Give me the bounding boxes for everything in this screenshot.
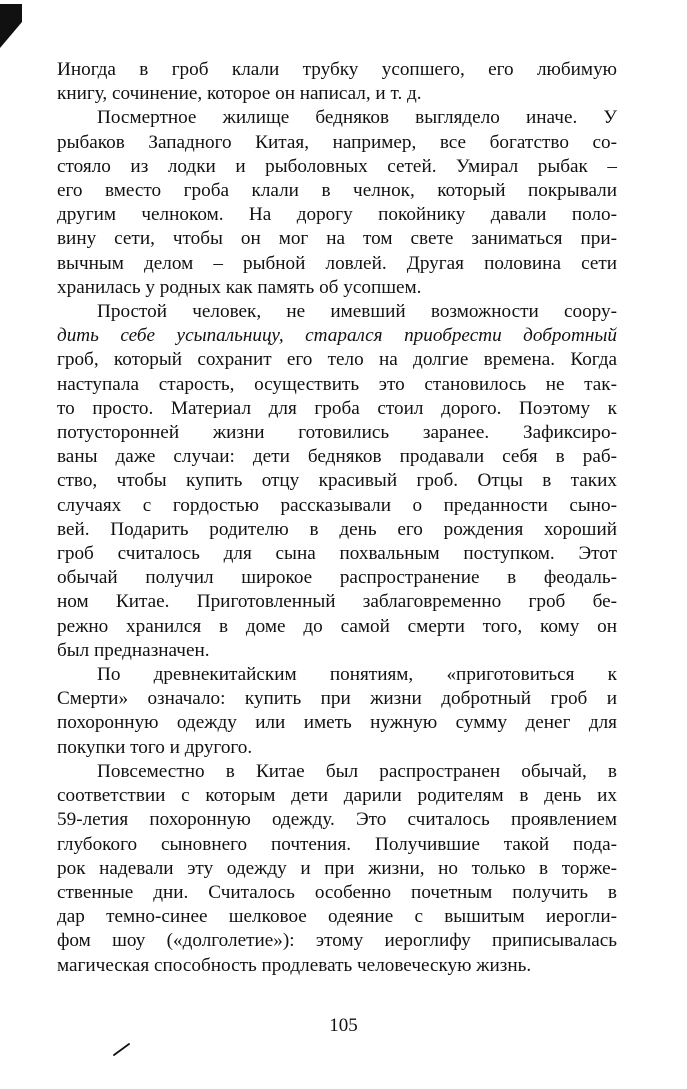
text-line: был предназначен. [57, 639, 210, 661]
text-line: ственные дни. Считалось особенно почетным получить в [57, 881, 617, 903]
text-line: обычай получил широкое распространение в феодаль- [57, 567, 617, 589]
text-line: случаях с гордостью рассказывали о преданности сыно- [57, 494, 617, 516]
pen-stroke-mark [113, 1042, 131, 1056]
text-line: другим челноком. На дорогу покойнику давали поло- [57, 204, 617, 226]
text-line: режно хранился в доме до самой смерти того, кому он [57, 615, 617, 637]
text-line: Смерти» означало: купить при жизни добротный гроб и [57, 688, 617, 710]
text-line: вей. Подарить родителю в день его рождения хороший [57, 518, 617, 540]
text-line: фом шоу («долголетие»): этому иероглифу приписывалась [57, 930, 617, 952]
text-line: книгу, сочинение, которое он написал, и т. д. [57, 83, 422, 105]
text-line: похоронную одежду или иметь нужную сумму денег для [57, 712, 617, 734]
text-line: покупки того и другого. [57, 736, 253, 758]
text-line: ном Китае. Приготовленный заблаговременно гроб бе- [57, 591, 617, 613]
text-line: его вместо гроба клали в челнок, который покрывали [57, 180, 617, 202]
paragraph-4 [57, 663, 617, 760]
text-line: вычным делом – рыбной ловлей. Другая половина сети [57, 252, 617, 274]
text-line: рок надевали эту одежду и при жизни, но только в торже- [57, 857, 617, 879]
paragraph-1 [57, 58, 617, 106]
text-line: рыбаков Западного Китая, например, все богатство со- [57, 131, 617, 153]
paragraph-5 [57, 760, 617, 978]
text-line: Повсеместно в Китае был распространен обычай, в [97, 760, 617, 782]
text-line: соответствии с которым дети дарили родителям в день их [57, 785, 617, 807]
text-line: ство, чтобы купить отцу красивый гроб. Отцы в таких [57, 470, 617, 492]
text-line: Посмертное жилище бедняков выглядело иначе. У [97, 107, 617, 129]
paragraph-3 [57, 300, 617, 663]
text-line: стояло из лодки и рыболовных сетей. Умирал рыбак – [57, 155, 617, 177]
text-line: вину сети, чтобы он мог на том свете заниматься при- [57, 228, 617, 250]
text-line: гроб считалось для сына похвальным поступком. Этот [57, 543, 617, 565]
text-line: наступала старость, осуществить это становилось не так- [57, 373, 617, 395]
text-line: глубокого сыновнего почтения. Получившие такой пода- [57, 833, 617, 855]
text-line: магическая способность продлевать человеческую жизнь. [57, 954, 532, 976]
text-line: ваны даже случаи: дети бедняков продавали себя в раб- [57, 446, 617, 468]
text-line: то просто. Материал для гроба стоил дорого. Поэтому к [57, 397, 617, 419]
text-line: Иногда в гроб клали трубку усопшего, его любимую [57, 59, 617, 80]
page-number: 105 [329, 1015, 358, 1036]
text-line: потусторонней жизни готовились заранее. Зафиксиро- [57, 422, 617, 444]
page-body [57, 58, 617, 978]
text-line: хранилась у родных как память об усопшем. [57, 276, 422, 298]
text-line: гроб, который сохранит его тело на долгие времена. Когда [57, 349, 617, 371]
text-line: дить себе усыпальницу, старался приобрести добротный [57, 325, 617, 347]
text-line: дар темно-синее шелковое одеяние с вышитым иерогли- [57, 906, 617, 928]
paragraph-2 [57, 106, 617, 300]
text-line: Простой человек, не имевший возможности соору- [97, 301, 617, 323]
text-line: 59-летия похоронную одежду. Это считалось проявлением [57, 809, 617, 831]
corner-scan-mark [0, 4, 22, 48]
text-line: По древнекитайским понятиям, «приготовиться к [97, 664, 617, 686]
